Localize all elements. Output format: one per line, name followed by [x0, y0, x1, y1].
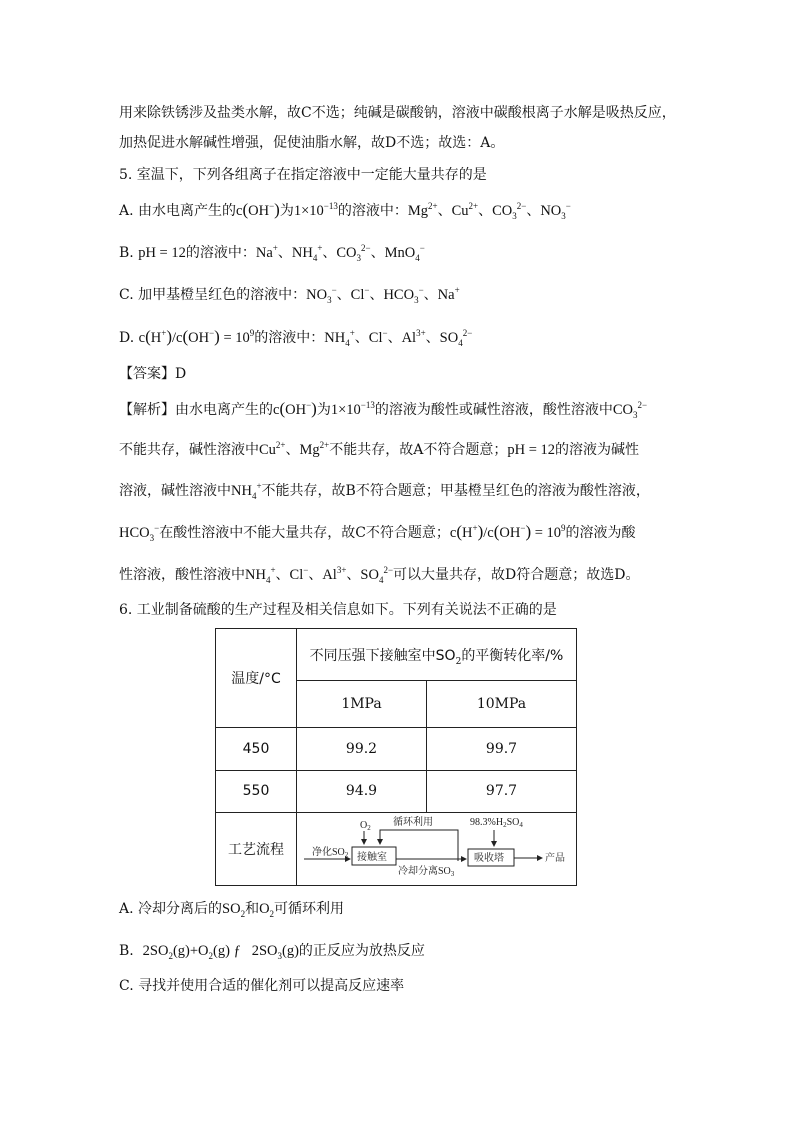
pressure-10mpa: 10MPa	[427, 681, 577, 728]
analysis-line-5: 性溶液，酸性溶液中$NH_4^+$、Cl−、$Al^{3+}$、$SO_4^{2-}$可以大量共存，故D符合题意；故选D。	[119, 565, 640, 585]
analysis-line-2: 不能共存，碱性溶液中$Cu^{2+}$、$Mg^{2+}$不能共存，故A不符合题意；pH = 12的溶液为碱性	[119, 440, 640, 458]
absorption-tower-label: 吸收塔	[473, 852, 504, 864]
analysis-line-4: $HCO_3^-$在酸性溶液中不能大量共存，故C不符合题意；$c(H^+)/c(OH^-) = 10^9$的溶液为酸	[119, 522, 636, 543]
flow-label: 工艺流程	[216, 812, 297, 885]
analysis-line-3: 溶液，碱性溶液中$NH_4^+$不能共存，故B不符合题意；甲基橙呈红色的溶液为酸性溶液，	[119, 481, 650, 501]
option-5b: B. pH = 12的溶液中：Na+、$NH_4^+$、$CO_3^{2-}$、MnO$_4$−	[119, 243, 425, 263]
option-5c: C. 加甲基橙呈红色的溶液中：$NO_3^-$、Cl−、$HCO_3^-$、Na+	[119, 285, 460, 305]
option-6b: B. $2SO_2(g)+O_2(g)$ ƒ $2SO_3(g)$的正反应为放热反应	[119, 943, 425, 961]
flow-o2-label: $O_2$	[359, 819, 371, 832]
temp-550: 550	[216, 770, 297, 812]
pressure-1mpa: 1MPa	[297, 681, 427, 728]
answer-line: 【答案】D	[119, 366, 187, 382]
temp-450: 450	[216, 728, 297, 770]
contact-chamber-label: 接触室	[356, 851, 387, 863]
flow-svg	[298, 814, 576, 884]
question-6: 6. 工业制备硫酸的生产过程及相关信息如下。下列有关说法不正确的是	[119, 602, 557, 618]
flow-input-label: 净化$SO_2$	[311, 846, 348, 859]
rate-header: 不同压强下接触室中$SO_2$的平衡转化率/%	[297, 629, 577, 681]
process-flow-diagram	[297, 812, 577, 885]
rate-450-10mpa: 99.7	[427, 728, 577, 770]
option-6a: A. 冷却分离后的$SO_2$和$O_2$可循环利用	[119, 901, 345, 919]
option-5a: A. 由水电离产生的c(OH−)为$1\times 10^{-13}$的溶液中：$Mg^{2+}$、$Cu^{2+}$、$CO_3^{2-}$、$NO_3^-$	[119, 200, 571, 221]
rate-550-1mpa: 94.9	[297, 770, 427, 812]
text-line-1: 用来除铁锈涉及盐类水解，故C不选；纯碱是碳酸钠，溶液中碳酸根离子水解是吸热反应，	[119, 105, 676, 121]
text-line-2: 加热促进水解碱性增强，促使油脂水解，故D不选；故选：A。	[119, 135, 505, 151]
temp-header: 温度/°C	[216, 629, 297, 728]
flow-acid-label: $98.3\%H_2SO_4$	[469, 816, 523, 829]
option-5d: D. $c(H^+)/c(OH^-) = 10^9$的溶液中：$NH_4^+$、Cl−、$Al^{3+}$、$SO_4^{2-}$	[119, 327, 473, 348]
rate-550-10mpa: 97.7	[427, 770, 577, 812]
flow-recycle-arrow	[380, 830, 458, 861]
option-6c: C. 寻找并使用合适的催化剂可以提高反应速率	[119, 978, 405, 994]
rate-450-1mpa: 99.2	[297, 728, 427, 770]
conversion-table	[215, 628, 577, 886]
analysis-line-1: 【解析】由水电离产生的c(OH−)为$1\times 10^{-13}$的溶液为酸性或碱性溶液，酸性溶液中$CO_3^{2-}$	[119, 399, 648, 420]
question-5: 5. 室温下，下列各组离子在指定溶液中一定能大量共存的是	[119, 167, 487, 183]
flow-recycle-label: 循环利用	[392, 816, 433, 828]
flow-product-label: 产品	[544, 852, 565, 864]
flow-cool-label: 冷却分离$SO_3$	[397, 865, 454, 878]
